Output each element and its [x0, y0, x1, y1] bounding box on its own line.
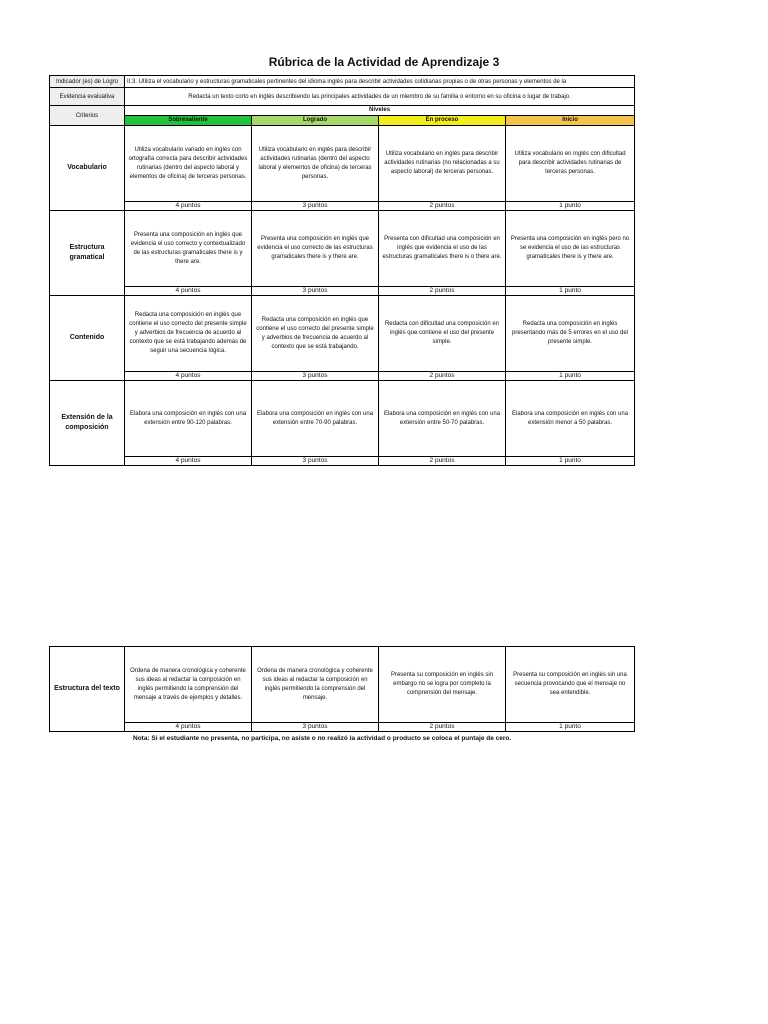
level-inicio: Inicio — [506, 116, 635, 126]
criterion-estructura-del-texto: Estructura del texto — [50, 647, 125, 732]
footer-note: Nota: Si el estudiante no presenta, no participa, no asiste o no realizó la actividad o producto se coloca el puntaje de cero. — [133, 735, 512, 742]
criterion-description: Presenta su composición en inglés sin una secuencia provocando que el mensaje no sea entendible. — [506, 647, 635, 723]
criterion-description: Utiliza vocabulario en inglés para describir actividades rutinarias (no relacionadas a su aspecto laboral) de terceras personas. — [379, 126, 506, 202]
criterion-description: Utiliza vocabulario en inglés para describir actividades rutinarias (dentro del aspecto laboral y elementos de oficina) de terceras personas. — [252, 126, 379, 202]
points-cell: 1 punto — [506, 457, 635, 466]
points-cell: 1 punto — [506, 287, 635, 296]
criterion-description: Elabora una composición en inglés con una extensión entre 70-90 palabras. — [252, 381, 379, 457]
points-cell: 4 puntos — [125, 372, 252, 381]
points-cell: 4 puntos — [125, 202, 252, 211]
points-cell: 2 puntos — [379, 202, 506, 211]
points-cell: 4 puntos — [125, 457, 252, 466]
points-cell: 3 puntos — [252, 372, 379, 381]
criterion-description: Presenta una composición en inglés que evidencia el uso correcto de las estructuras gramaticales there is y there are. — [252, 211, 379, 287]
points-cell: 2 puntos — [379, 287, 506, 296]
criterion-description: Redacta con dificultad una composición en inglés que contiene el uso del presente simple. — [379, 296, 506, 372]
levels-label: Niveles — [125, 106, 635, 116]
evidence-value: Redacta un texto corto en inglés describiendo las principales actividades de un miembro de su familia o entorno en su oficina o lugar de trabajo. — [125, 88, 635, 106]
indicator-label: Indicador (es) de Logro — [50, 76, 125, 88]
criterion-description: Redacta una composición en inglés que contiene el uso correcto del presente simple y adverbios de frecuencia de acuerdo al contexto que se está trabajando además de seguir una secuencia lógica. — [125, 296, 252, 372]
criterion-description: Elabora una composición en inglés con una extensión menor a 50 palabras. — [506, 381, 635, 457]
rubric-table-continued — [49, 646, 635, 732]
criterion-contenido: Contenido — [50, 296, 125, 381]
criterion-description: Presenta una composición en inglés que evidencia el uso correcto y contextualizado de las estructuras gramaticales there is y there are. — [125, 211, 252, 287]
criterion-description: Elabora una composición en inglés con una extensión entre 90-120 palabras. — [125, 381, 252, 457]
criterion-description: Presenta una composición en inglés pero no se evidencia el uso de las estructuras gramaticales there is y there are. — [506, 211, 635, 287]
criterion-description: Presenta con dificultad una composición en inglés que evidencia el uso de las estructuras gramaticales there is o there are. — [379, 211, 506, 287]
level-sobresaliente: Sobresaliente — [125, 116, 252, 126]
rubric-table — [49, 75, 635, 466]
points-cell: 3 puntos — [252, 723, 379, 732]
criterion-description: Ordena de manera cronológica y coherente sus ideas al redactar la composición en inglés permitiendo la comprensión del mensaje a través de ejemplos y detalles. — [125, 647, 252, 723]
criterion-description: Elabora una composición en inglés con una extensión entre 50-70 palabras. — [379, 381, 506, 457]
points-cell: 1 punto — [506, 202, 635, 211]
evidence-label: Evidencia evaluativa — [50, 88, 125, 106]
criterion-description: Ordena de manera cronológica y coherente sus ideas al redactar la composición en inglés permitiendo la comprensión del mensaje. — [252, 647, 379, 723]
indicator-value: II.3. Utiliza el vocabulario y estructuras gramaticales pertinentes del idioma inglés para describir actividades cotidianas propias o de otras personas y elementos de la — [125, 76, 635, 88]
page-title: Rúbrica de la Actividad de Aprendizaje 3 — [268, 55, 500, 69]
criterion-description: Redacta una composición en inglés que contiene el uso correcto del presente simple y adverbios de frecuencia de acuerdo al contexto que se está trabajando. — [252, 296, 379, 372]
points-cell: 1 punto — [506, 723, 635, 732]
points-cell: 2 puntos — [379, 372, 506, 381]
points-cell: 3 puntos — [252, 287, 379, 296]
criterion-description: Utiliza vocabulario en inglés con dificultad para describir actividades rutinarias de terceras personas. — [506, 126, 635, 202]
criteria-label: Criterios — [50, 106, 125, 126]
points-cell: 1 punto — [506, 372, 635, 381]
level-logrado: Logrado — [252, 116, 379, 126]
points-cell: 2 puntos — [379, 723, 506, 732]
points-cell: 3 puntos — [252, 202, 379, 211]
criterion-vocabulario: Vocabulario — [50, 126, 125, 211]
criterion-description: Utiliza vocabulario variado en inglés con ortografía correcta para describir actividades rutinarias (dentro del aspecto laboral y elementos de oficina) de terceras personas. — [125, 126, 252, 202]
points-cell: 4 puntos — [125, 723, 252, 732]
level-en-proceso: En proceso — [379, 116, 506, 126]
points-cell: 3 puntos — [252, 457, 379, 466]
criterion-estructura-gramatical: Estructura gramatical — [50, 211, 125, 296]
points-cell: 4 puntos — [125, 287, 252, 296]
points-cell: 2 puntos — [379, 457, 506, 466]
criterion-extension: Extensión de la composición — [50, 381, 125, 466]
criterion-description: Presenta su composición en inglés sin embargo no se logra por completo la comprensión del mensaje. — [379, 647, 506, 723]
criterion-description: Redacta una composición en inglés presentando más de 5 errores en el uso del presente simple. — [506, 296, 635, 372]
